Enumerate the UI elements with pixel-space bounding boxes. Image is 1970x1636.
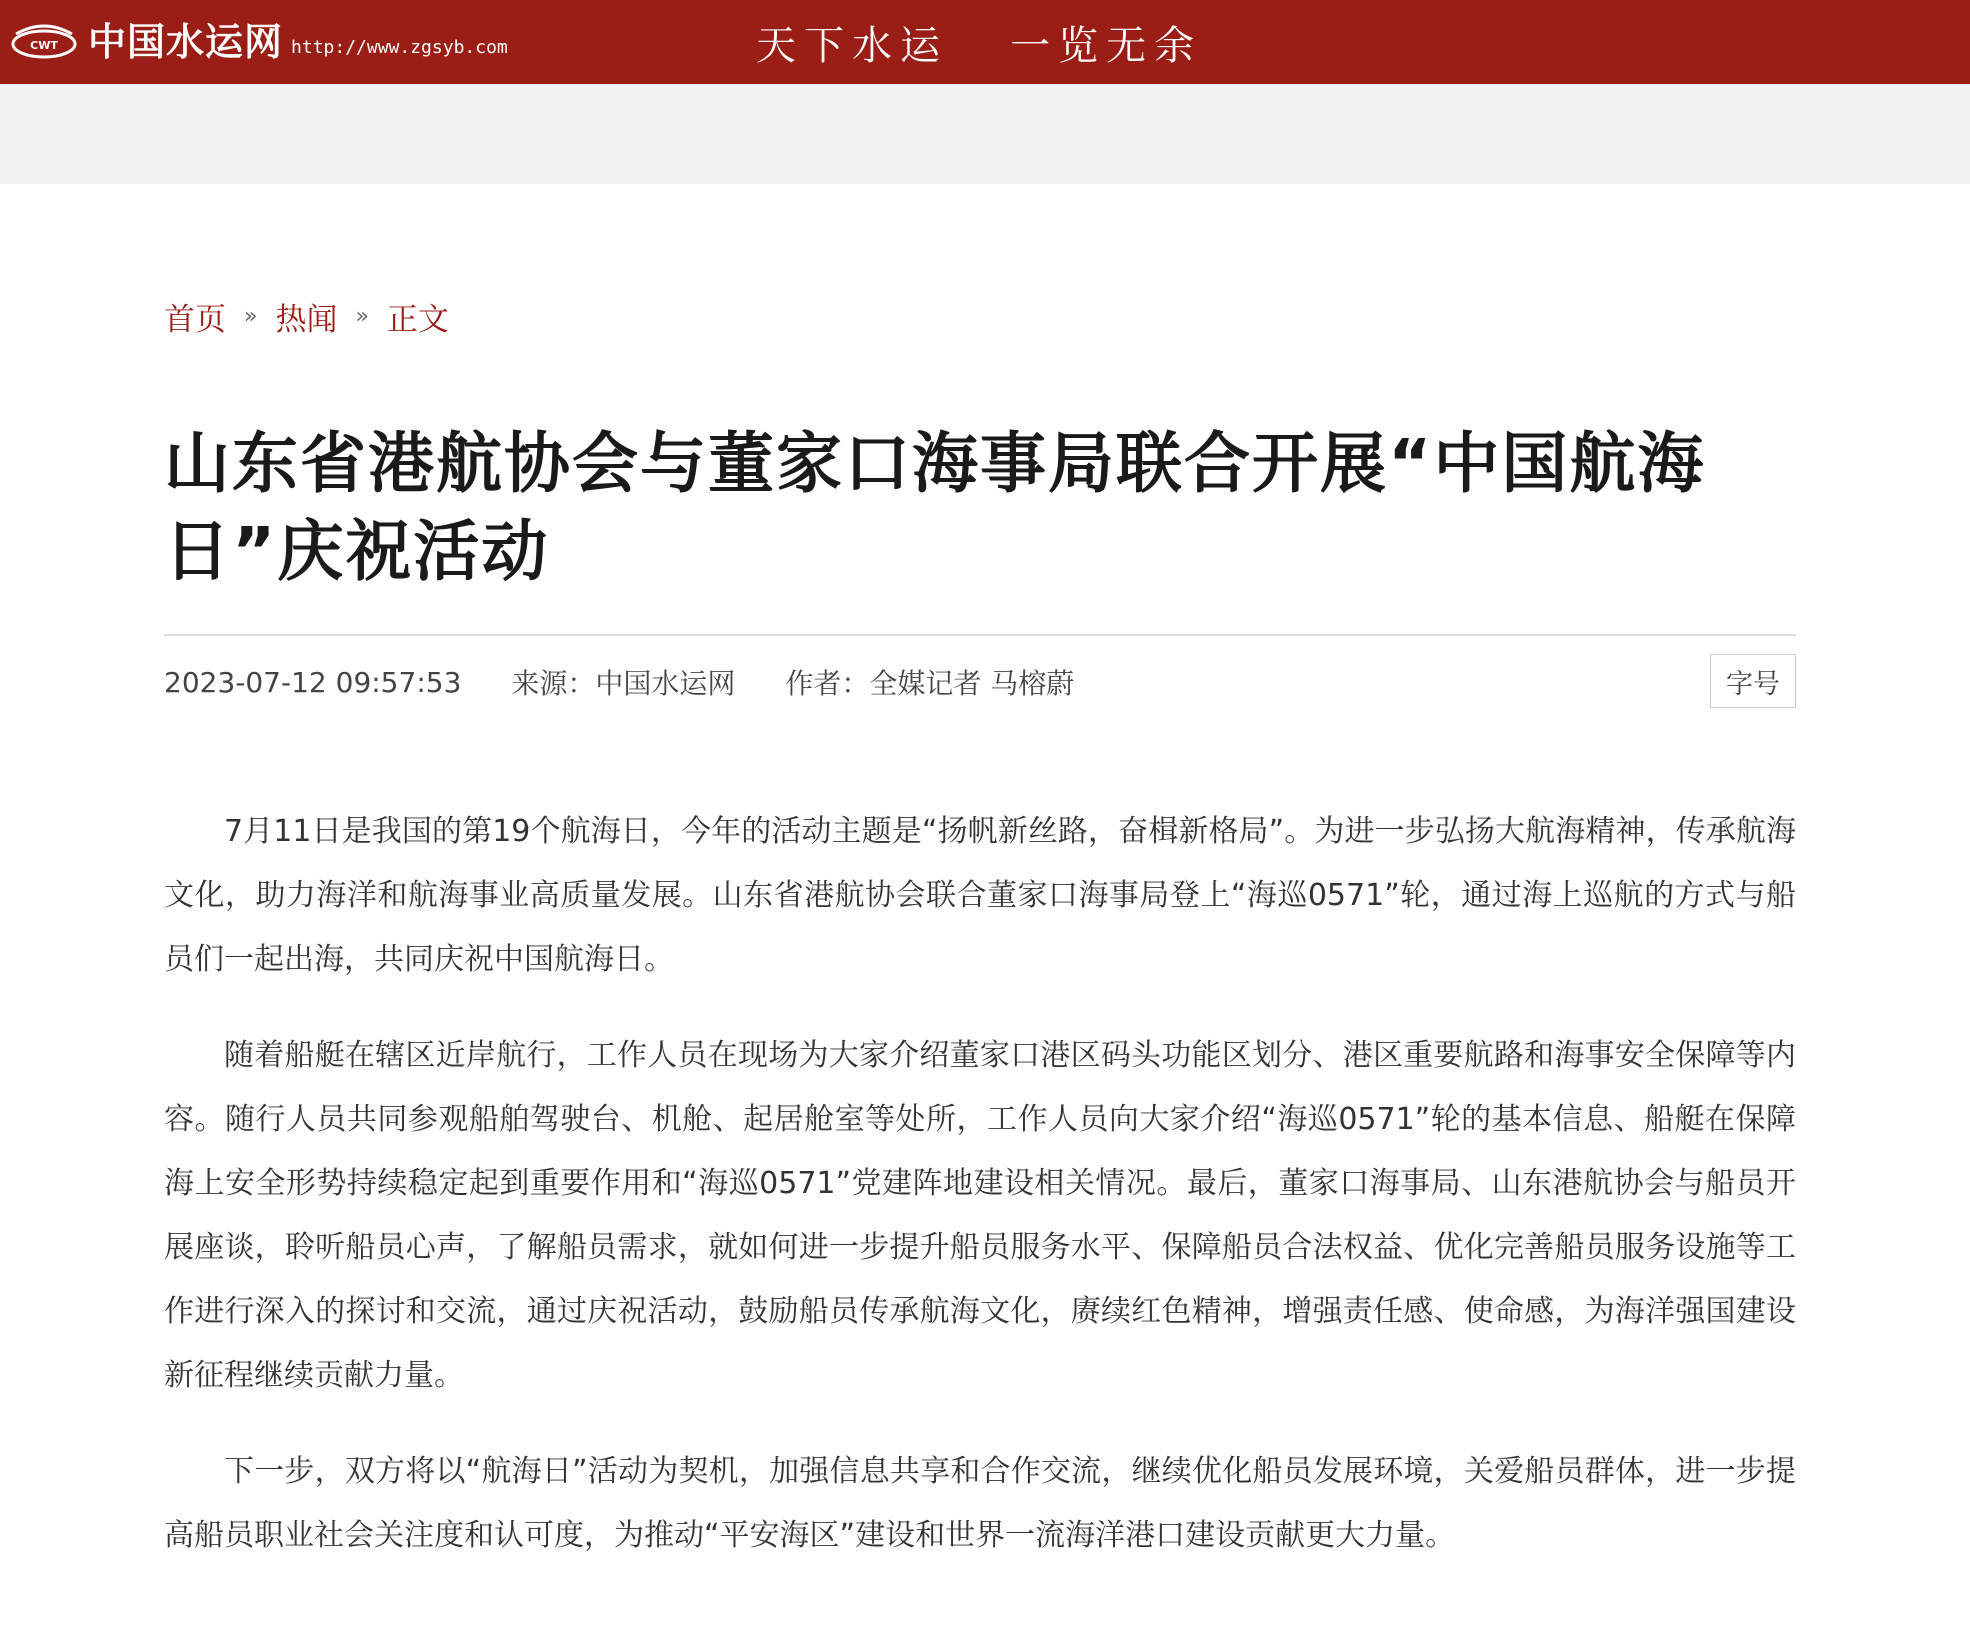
logo-badge-text: CWT [30,39,58,52]
article-body [164,800,1796,1600]
article-paragraph: 7月11日是我国的第19个航海日，今年的活动主题是“扬帆新丝路，奋楫新格局”。为进一步弘扬大航海精神，传承航海文化，助力海洋和航海事业高质量发展。山东省港航协会联合董家口海事局登上“海巡0571”轮，通过海上巡航的方式与船员们一起出海，共同庆祝中国航海日。 [164,814,1796,977]
logo-ship-icon [10,22,78,62]
article-meta [164,654,1796,710]
breadcrumb-separator-icon: » [355,304,369,329]
article-title: 山东省港航协会与董家口海事局联合开展“中国航海日”庆祝活动 [164,425,1706,590]
breadcrumb-home-link[interactable]: 首页 [164,302,226,338]
breadcrumb-separator-icon: » [244,304,258,329]
article-author: 作者：全媒记者 马榕蔚 [785,667,1075,700]
title-divider [164,634,1796,636]
article-paragraph: 下一步，双方将以“航海日”活动为契机，加强信息共享和合作交流，继续优化船员发展环境，关爱船员群体，进一步提高船员职业社会关注度和认可度，为推动“平安海区”建设和世界一流海洋港口建设贡献更大力量。 [164,1454,1796,1553]
font-size-button[interactable]: 字号 [1710,654,1796,708]
site-logo[interactable] [10,10,508,74]
site-header [0,0,1970,84]
logo-name: 中国水运网 [88,19,284,64]
publish-datetime: 2023-07-12 09:57:53 [164,665,462,699]
logo-url: http://www.zgsyb.com [291,36,508,58]
breadcrumb-hot-news-link[interactable]: 热闻 [275,302,338,338]
site-slogan: 天下水运 一览无余 [756,22,1203,69]
article-source: 来源：中国水运网 [511,667,736,700]
ad-banner-area [0,84,1970,184]
breadcrumb-current[interactable]: 正文 [386,302,449,338]
breadcrumb [164,294,449,339]
article-paragraph: 随着船艇在辖区近岸航行，工作人员在现场为大家介绍董家口港区码头功能区划分、港区重要航路和海事安全保障等内容。随行人员共同参观船舶驾驶台、机舱、起居舱室等处所，工作人员向大家介绍“海巡0571”轮的基本信息、船艇在保障海上安全形势持续稳定起到重要作用和“海巡0571”党建阵地建设相关情况。最后，董家口海事局、山东港航协会与船员开展座谈，聆听船员心声，了解船员需求，就如何进一步提升船员服务水平、保障船员合法权益、优化完善船员服务设施等工作进行深入的探讨和交流，通过庆祝活动，鼓励船员传承航海文化，赓续红色精神，增强责任感、使命感，为海洋强国建设新征程继续贡献力量。 [164,1038,1796,1393]
